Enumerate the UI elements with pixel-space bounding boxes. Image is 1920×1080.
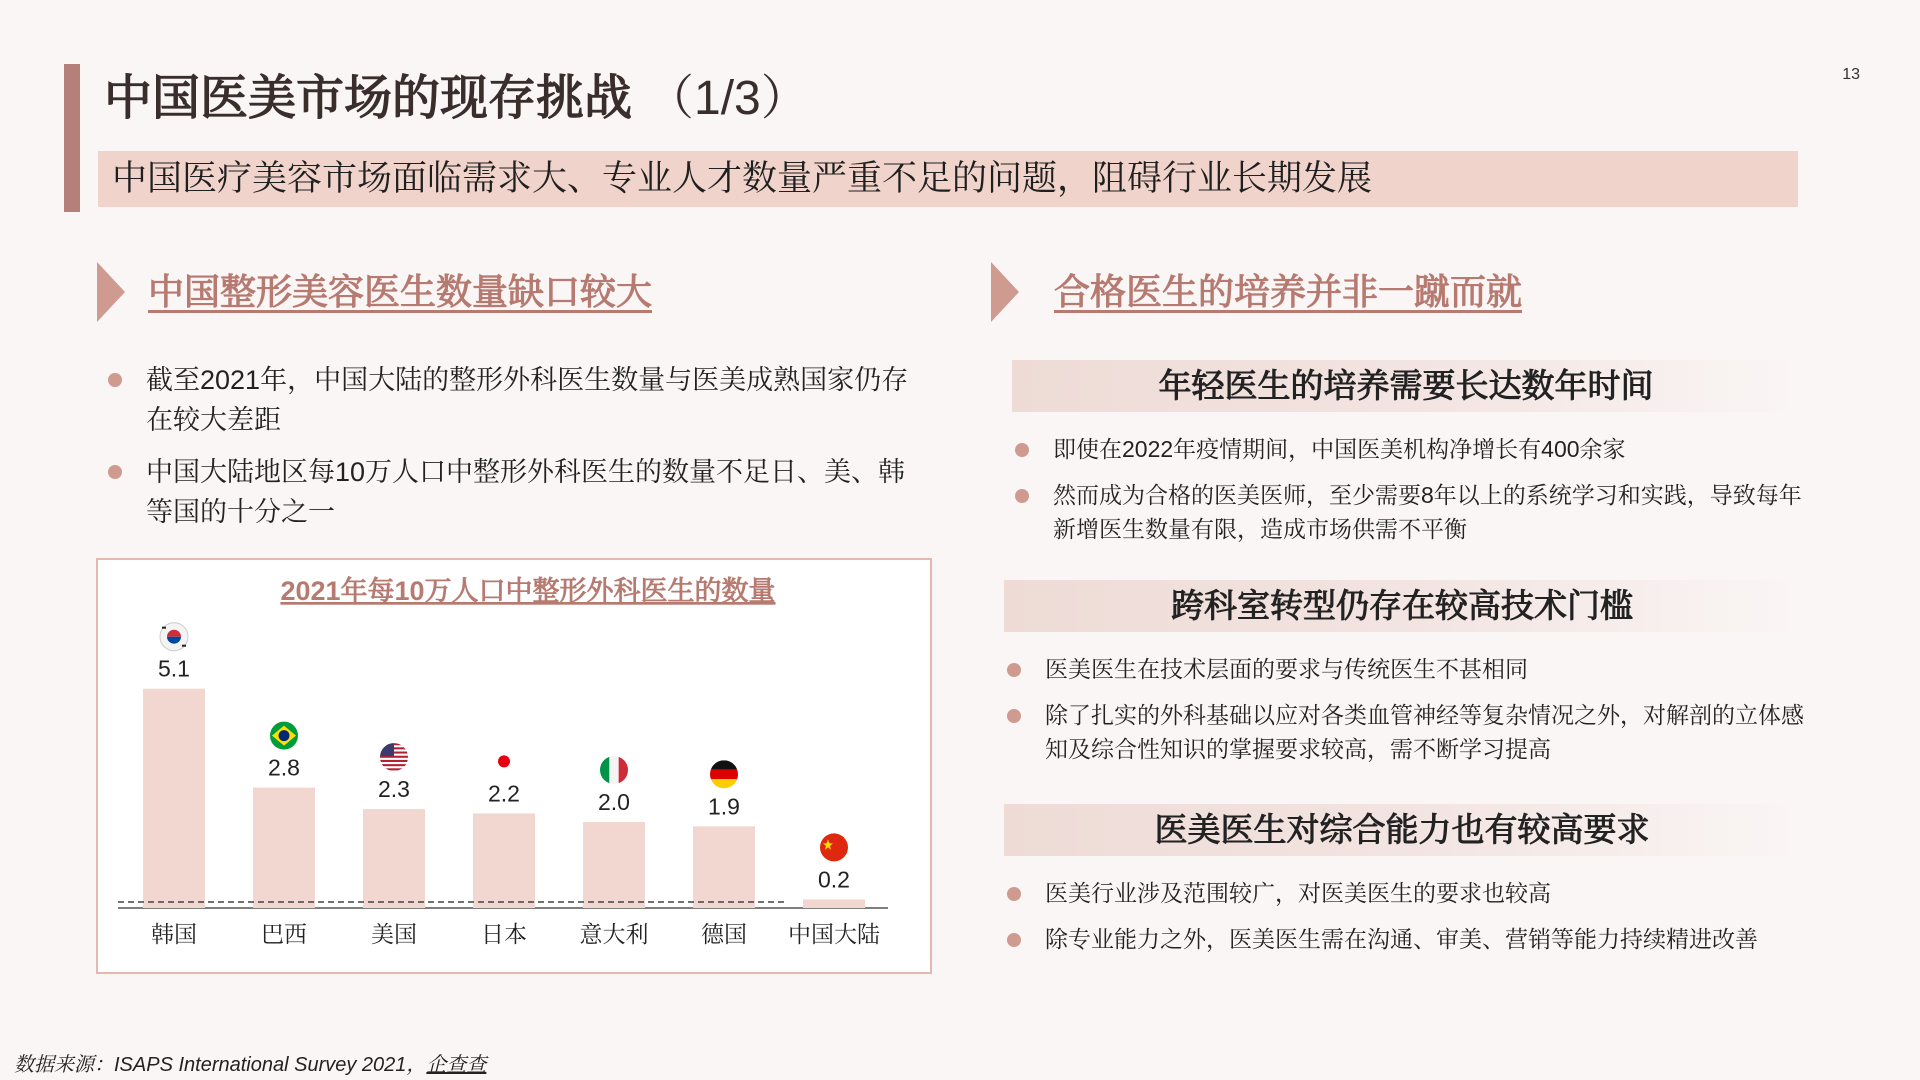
bar-4	[583, 822, 645, 908]
bullet-dot-icon	[1007, 933, 1021, 947]
list-item	[1005, 876, 1805, 910]
tick-label-0: 韩国	[151, 921, 197, 947]
bar-5	[693, 826, 755, 908]
italy-flag-icon	[600, 756, 628, 784]
data-label-1: 2.8	[268, 754, 300, 781]
tick-label-1: 巴西	[261, 921, 307, 947]
bullet-dot-icon	[1015, 443, 1029, 457]
list-item	[1005, 652, 1805, 686]
abilities-bullet-list	[1005, 876, 1805, 968]
bullet-dot-icon	[1007, 887, 1021, 901]
list-item	[1013, 432, 1813, 466]
left-section-arrow-icon	[97, 262, 125, 322]
training-bullet-list	[1013, 432, 1813, 558]
data-label-0: 5.1	[158, 655, 190, 682]
usa-flag-icon	[380, 743, 408, 771]
data-label-5: 1.9	[708, 793, 740, 820]
bullet-dot-icon	[1007, 663, 1021, 677]
bullet-text: 中国大陆地区每10万人口中整形外科医生的数量不足日、美、韩等国的十分之一	[146, 457, 906, 527]
list-item	[1005, 698, 1805, 766]
page-title-part: （1/3）	[646, 72, 809, 125]
subsection-heading-training: 年轻医生的培养需要长达数年时间	[1012, 360, 1800, 412]
chart-container	[96, 558, 932, 974]
right-section-arrow-icon	[991, 262, 1019, 322]
brazil-flag-icon	[270, 722, 298, 750]
bullet-dot-icon	[108, 373, 122, 387]
south-korea-flag-icon	[160, 623, 188, 651]
bullet-text: 除了扎实的外科基础以应对各类血管神经等复杂情况之外，对解剖的立体感知及综合性知识的掌握要求较高，需不断学习提高	[1045, 702, 1804, 762]
bullet-dot-icon	[1007, 709, 1021, 723]
list-item	[1005, 922, 1805, 956]
data-label-3: 2.2	[488, 780, 520, 807]
subtitle: 中国医疗美容市场面临需求大、专业人才数量严重不足的问题，阻碍行业长期发展	[112, 159, 1373, 198]
data-source-note	[14, 1048, 486, 1077]
list-item	[106, 360, 926, 440]
page-title	[104, 64, 809, 134]
page-title-main: 中国医美市场的现存挑战	[104, 72, 633, 125]
list-item	[1013, 478, 1813, 546]
data-label-2: 2.3	[378, 776, 410, 803]
left-bullet-list	[106, 360, 926, 544]
bar-3	[473, 813, 535, 908]
right-section-title: 合格医生的培养并非一蹴而就	[1054, 271, 1523, 312]
tick-label-4: 意大利	[579, 921, 649, 947]
bullet-text: 然而成为合格的医美医师，至少需要8年以上的系统学习和实践，导致每年新增医生数量有限，造成市场供需不平衡	[1053, 482, 1802, 542]
bar-2	[363, 809, 425, 908]
left-section-title: 中国整形美容医生数量缺口较大	[148, 271, 653, 312]
tick-label-6: 中国大陆	[788, 921, 880, 947]
bullet-text: 医美行业涉及范围较广，对医美医生的要求也较高	[1045, 880, 1551, 906]
bullet-text: 除专业能力之外，医美医生需在沟通、审美、营销等能力持续精进改善	[1045, 926, 1758, 952]
data-label-4: 2.0	[598, 789, 630, 815]
transition-bullet-list	[1005, 652, 1805, 778]
chart-title: 2021年每10万人口中整形外科医生的数量	[280, 576, 776, 606]
subsection-heading-abilities: 医美医生对综合能力也有较高要求	[1004, 804, 1800, 856]
bar-6	[803, 899, 865, 908]
data-source-link[interactable]: 企查查	[426, 1054, 487, 1076]
tick-label-3: 日本	[481, 921, 527, 947]
bar-chart	[98, 560, 930, 972]
bar-1	[253, 788, 315, 908]
page-number: 13	[1842, 66, 1860, 83]
tick-label-5: 德国	[701, 921, 747, 947]
list-item	[106, 452, 926, 532]
germany-flag-icon	[710, 760, 738, 788]
tick-label-2: 美国	[371, 921, 417, 947]
data-label-6: 0.2	[818, 866, 850, 893]
subsection-heading-transition: 跨科室转型仍存在较高技术门槛	[1004, 580, 1800, 632]
bullet-text: 截至2021年，中国大陆的整形外科医生数量与医美成熟国家仍存在较大差距	[146, 365, 909, 435]
data-source-text: 数据来源：ISAPS International Survey 2021，	[14, 1054, 427, 1076]
bullet-dot-icon	[1015, 489, 1029, 503]
bullet-text: 即使在2022年疫情期间，中国医美机构净增长有400余家	[1053, 436, 1626, 462]
bar-0	[143, 689, 205, 908]
japan-flag-icon	[490, 747, 518, 775]
title-accent-bar	[64, 64, 80, 212]
bullet-dot-icon	[108, 465, 122, 479]
china-flag-icon	[820, 833, 848, 861]
bullet-text: 医美医生在技术层面的要求与传统医生不甚相同	[1045, 656, 1528, 682]
